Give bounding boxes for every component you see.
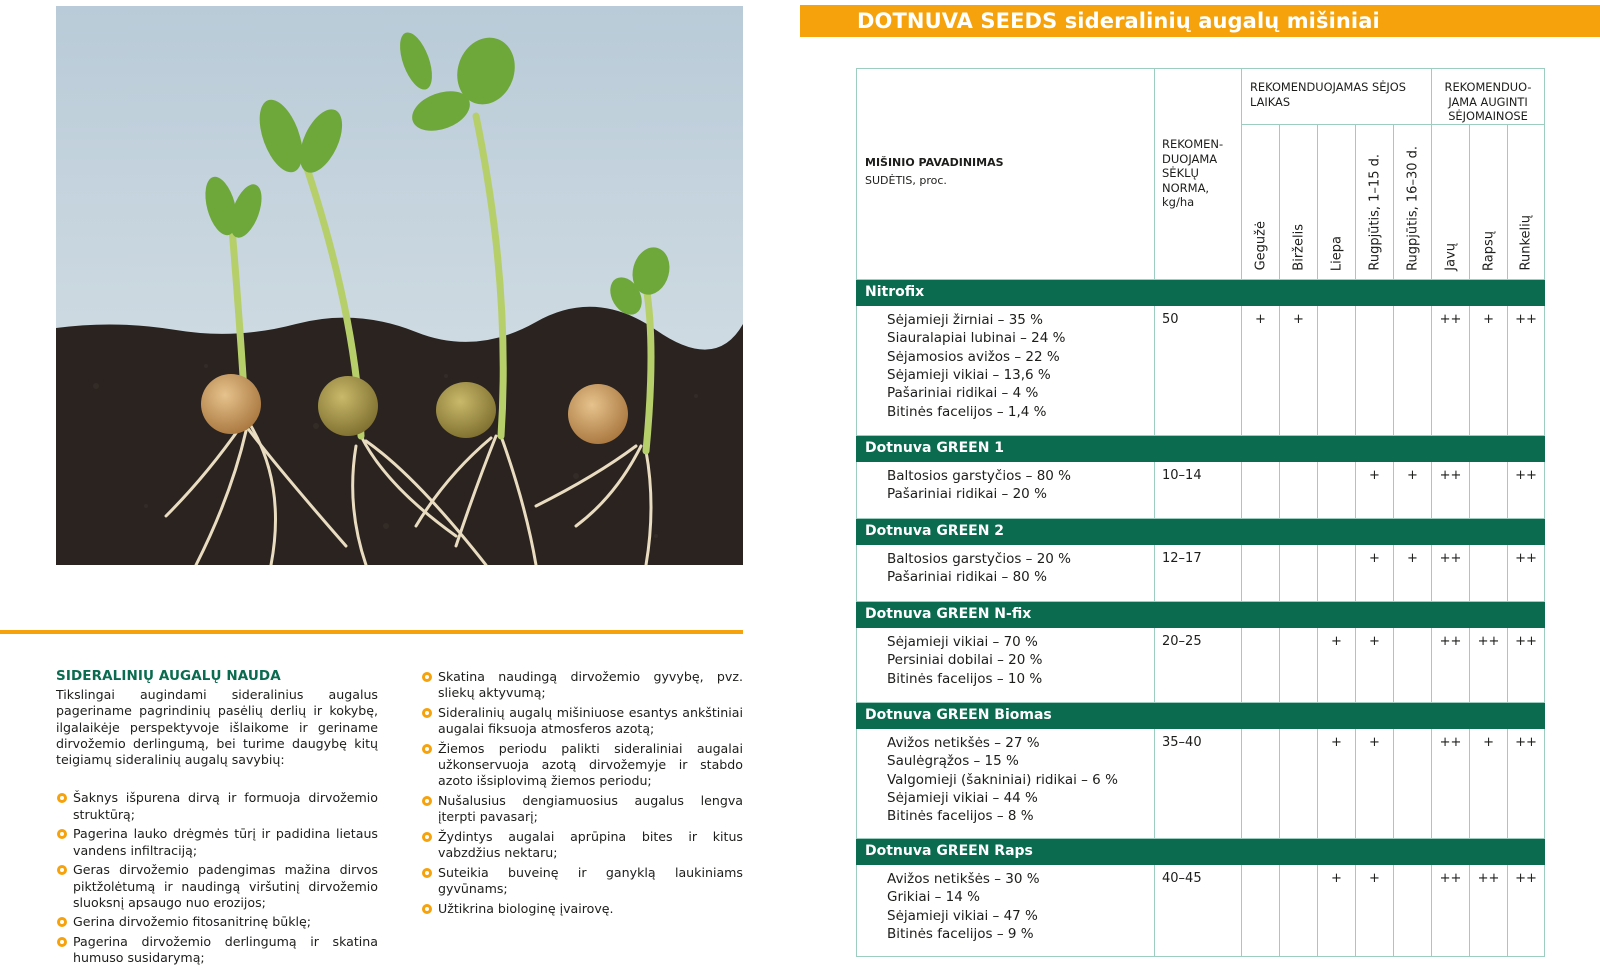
recommendation-mark (1470, 461, 1508, 518)
benefits-right-column (421, 669, 743, 920)
bullet-circle-icon (422, 868, 432, 878)
mixtures-table (856, 68, 1545, 957)
orange-divider (0, 630, 743, 634)
mixtures-table-wrapper (856, 68, 1544, 957)
bullet-circle-icon (57, 793, 67, 803)
composition-line: Avižos netikšės – 27 % (887, 734, 1040, 751)
table-row (857, 627, 1545, 702)
benefits-list-right (421, 669, 743, 917)
composition-line: Saulėgrąžos – 15 % (887, 753, 1019, 770)
mixture-composition (857, 461, 1155, 518)
seed-norm-value: 40–45 (1155, 864, 1242, 956)
recommendation-mark (1318, 461, 1356, 518)
recommendation-mark (1356, 305, 1394, 435)
recommendation-mark: ++ (1508, 461, 1545, 518)
recommendation-mark: ++ (1432, 544, 1470, 601)
table-row (857, 305, 1545, 435)
composition-line: Bitinės facelijos – 1,4 % (887, 403, 1047, 420)
recommendation-mark: + (1356, 864, 1394, 956)
mixture-header-row (857, 601, 1545, 627)
seedlings-illustration (56, 6, 743, 565)
list-item: Geras dirvožemio padengimas mažina dirvos piktžolėtumą ir naudingą viršutinį dirvožemio sluoksnį apsaugo nuo erozijos; (56, 862, 378, 911)
recommendation-mark: + (1356, 461, 1394, 518)
seed-norm-value: 10–14 (1155, 461, 1242, 518)
composition-line: Sėjamosios avižos – 22 % (887, 348, 1060, 365)
mixture-composition (857, 864, 1155, 956)
recommendation-mark: ++ (1508, 305, 1545, 435)
bullet-circle-icon (422, 708, 432, 718)
mixture-name: Dotnuva GREEN Biomas (857, 702, 1545, 728)
composition-line: Avižos netikšės – 30 % (887, 870, 1040, 887)
recommendation-mark: ++ (1508, 864, 1545, 956)
header-sowing-time: REKOMENDUOJAMAS SĖJOS LAIKAS (1242, 69, 1432, 125)
recommendation-mark (1318, 305, 1356, 435)
list-item: Užtikrina biologinę įvairovę. (421, 901, 743, 917)
page-title: DOTNUVA SEEDS sideralinių augalų mišiniai (857, 9, 1380, 33)
recommendation-mark (1242, 728, 1280, 838)
benefits-list-left (56, 790, 378, 966)
recommendation-mark (1318, 544, 1356, 601)
composition-line: Valgomieji (šakniniai) ridikai – 6 % (887, 771, 1118, 788)
recommendation-mark (1242, 864, 1280, 956)
recommendation-mark: + (1356, 728, 1394, 838)
recommendation-mark: + (1356, 544, 1394, 601)
mixture-name: Dotnuva GREEN Raps (857, 838, 1545, 864)
composition-line: Siauralapiai lubinai – 24 % (887, 330, 1066, 347)
seed-norm-value: 12–17 (1155, 544, 1242, 601)
recommendation-mark (1280, 461, 1318, 518)
recommendation-mark: + (1356, 627, 1394, 702)
table-row (857, 544, 1545, 601)
list-item: Šaknys išpurena dirvą ir formuoja dirvožemio struktūrą; (56, 790, 378, 822)
composition-line: Sėjamieji vikiai – 13,6 % (887, 367, 1051, 383)
header-col-runkeliu: Runkelių (1508, 124, 1545, 279)
composition-line: Bitinės facelijos – 9 % (887, 926, 1034, 942)
composition-line: Sėjamieji žirniai – 35 % (887, 311, 1044, 328)
mixture-composition (857, 627, 1155, 702)
header-col-rapsu: Rapsų (1470, 124, 1508, 279)
recommendation-mark: ++ (1470, 627, 1508, 702)
composition-line: Bitinės facelijos – 10 % (887, 670, 1043, 687)
benefits-title: SIDERALINIŲ AUGALŲ NAUDA (56, 668, 281, 684)
composition-line: Persiniai dobilai – 20 % (887, 652, 1043, 669)
recommendation-mark: + (1318, 864, 1356, 956)
composition-line: Baltosios garstyčios – 80 % (887, 467, 1072, 484)
bullet-circle-icon (422, 672, 432, 682)
list-item: Pagerina lauko drėgmės tūrį ir padidina lietaus vandens infiltraciją; (56, 826, 378, 858)
bullet-circle-icon (422, 744, 432, 754)
recommendation-mark (1280, 864, 1318, 956)
mixture-header-row (857, 518, 1545, 544)
mixture-name: Dotnuva GREEN 2 (857, 518, 1545, 544)
list-item: Suteikia buveinę ir ganyklą laukiniams gyvūnams; (421, 865, 743, 897)
header-mixture-name: MIŠINIO PAVADINIMAS SUDĖTIS, proc. (857, 69, 1155, 280)
recommendation-mark (1394, 728, 1432, 838)
composition-line: Baltosios garstyčios – 20 % (887, 550, 1072, 567)
title-band (800, 5, 1600, 37)
composition-line: Grikiai – 14 % (887, 889, 980, 906)
bullet-circle-icon (57, 917, 67, 927)
recommendation-mark (1394, 627, 1432, 702)
composition-line: Pašariniai ridikai – 20 % (887, 486, 1047, 503)
recommendation-mark: ++ (1470, 864, 1508, 956)
list-item: Žiemos periodu palikti sideraliniai augalai užkonservuoja azotą dirvožemyje ir stabdo azoto išsiplovimą žiemos periodu; (421, 741, 743, 790)
composition-line: Sėjamieji vikiai – 70 % (887, 633, 1038, 650)
bullet-circle-icon (422, 904, 432, 914)
recommendation-mark: ++ (1432, 728, 1470, 838)
table-row (857, 728, 1545, 838)
recommendation-mark (1242, 461, 1280, 518)
composition-line: Bitinės facelijos – 8 % (887, 808, 1034, 825)
mixture-header-row (857, 279, 1545, 305)
bullet-circle-icon (57, 937, 67, 947)
header-seed-norm: REKOMEN- DUOJAMA SĖKLŲ NORMA, kg/ha (1155, 69, 1242, 280)
seed-norm-value: 35–40 (1155, 728, 1242, 838)
recommendation-mark: ++ (1432, 864, 1470, 956)
recommendation-mark: + (1280, 305, 1318, 435)
header-col-javu: Javų (1432, 124, 1470, 279)
recommendation-mark (1242, 544, 1280, 601)
composition-line: Pašariniai ridikai – 4 % (887, 385, 1039, 402)
recommendation-mark (1470, 544, 1508, 601)
bullet-circle-icon (57, 865, 67, 875)
mixture-header-row (857, 435, 1545, 461)
recommendation-mark: ++ (1432, 461, 1470, 518)
recommendation-mark: ++ (1432, 627, 1470, 702)
mixture-composition (857, 544, 1155, 601)
recommendation-mark: + (1318, 728, 1356, 838)
list-item: Nušalusius dengiamuosius augalus lengva įterpti pavasarį; (421, 793, 743, 825)
header-col-liepa: Liepa (1318, 124, 1356, 279)
header-col-rugpjutis-1-15: Rugpjūtis, 1–15 d. (1356, 124, 1394, 279)
recommendation-mark: ++ (1508, 728, 1545, 838)
recommendation-mark: + (1394, 544, 1432, 601)
recommendation-mark: + (1394, 461, 1432, 518)
bullet-circle-icon (57, 829, 67, 839)
recommendation-mark: ++ (1508, 544, 1545, 601)
mixture-header-row (857, 838, 1545, 864)
recommendation-mark (1394, 864, 1432, 956)
mixture-name: Dotnuva GREEN 1 (857, 435, 1545, 461)
bullet-circle-icon (422, 796, 432, 806)
header-col-geguze: Gegužė (1242, 124, 1280, 279)
pea-seedlings-photo (56, 6, 743, 565)
composition-line: Pašariniai ridikai – 80 % (887, 569, 1047, 586)
seed-norm-value: 50 (1155, 305, 1242, 435)
mixtures-table-body (857, 279, 1545, 956)
header-col-rugpjutis-16-30: Rugpjūtis, 16–30 d. (1394, 124, 1432, 279)
recommendation-mark: + (1318, 627, 1356, 702)
recommendation-mark (1280, 728, 1318, 838)
table-row (857, 461, 1545, 518)
seed-norm-value: 20–25 (1155, 627, 1242, 702)
composition-line: Sėjamieji vikiai – 44 % (887, 790, 1038, 806)
mixture-name: Dotnuva GREEN N-fix (857, 601, 1545, 627)
recommendation-mark: + (1470, 728, 1508, 838)
list-item: Pagerina dirvožemio derlingumą ir skatina humuso susidarymą; (56, 934, 378, 966)
mixture-composition (857, 728, 1155, 838)
header-rotation: REKOMENDUO- JAMA AUGINTI SĖJOMAINOSE (1432, 69, 1545, 125)
recommendation-mark (1242, 627, 1280, 702)
benefits-left-column (56, 668, 378, 970)
mixture-name: Nitrofix (857, 279, 1545, 305)
list-item: Sideralinių augalų mišiniuose esantys ankštiniai augalai fiksuoja atmosferos azotą; (421, 705, 743, 737)
composition-line: Sėjamieji vikiai – 47 % (887, 907, 1038, 924)
recommendation-mark: + (1470, 305, 1508, 435)
recommendation-mark (1280, 627, 1318, 702)
mixture-header-row (857, 702, 1545, 728)
recommendation-mark: + (1242, 305, 1280, 435)
list-item: Žydintys augalai aprūpina bites ir kitus vabzdžius nektaru; (421, 829, 743, 861)
list-item: Gerina dirvožemio fitosanitrinę būklę; (56, 914, 378, 930)
recommendation-mark: ++ (1432, 305, 1470, 435)
bullet-circle-icon (422, 832, 432, 842)
table-row (857, 864, 1545, 956)
mixture-composition (857, 305, 1155, 435)
header-col-birzelis: Birželis (1280, 124, 1318, 279)
recommendation-mark: ++ (1508, 627, 1545, 702)
list-item: Skatina naudingą dirvožemio gyvybę, pvz. sliekų aktyvumą; (421, 669, 743, 701)
benefits-intro: Tikslingai augindami sideralinius augalus pageriname pagrindinių pasėlių derlių ir kokybę, ilgalaikėje perspektyvoje išlaikome ir geriname dirvožemio derlingumą, bei turime daugybę kitų teigiamų sideralinių augalų savybių: (56, 687, 378, 768)
recommendation-mark (1280, 544, 1318, 601)
recommendation-mark (1394, 305, 1432, 435)
